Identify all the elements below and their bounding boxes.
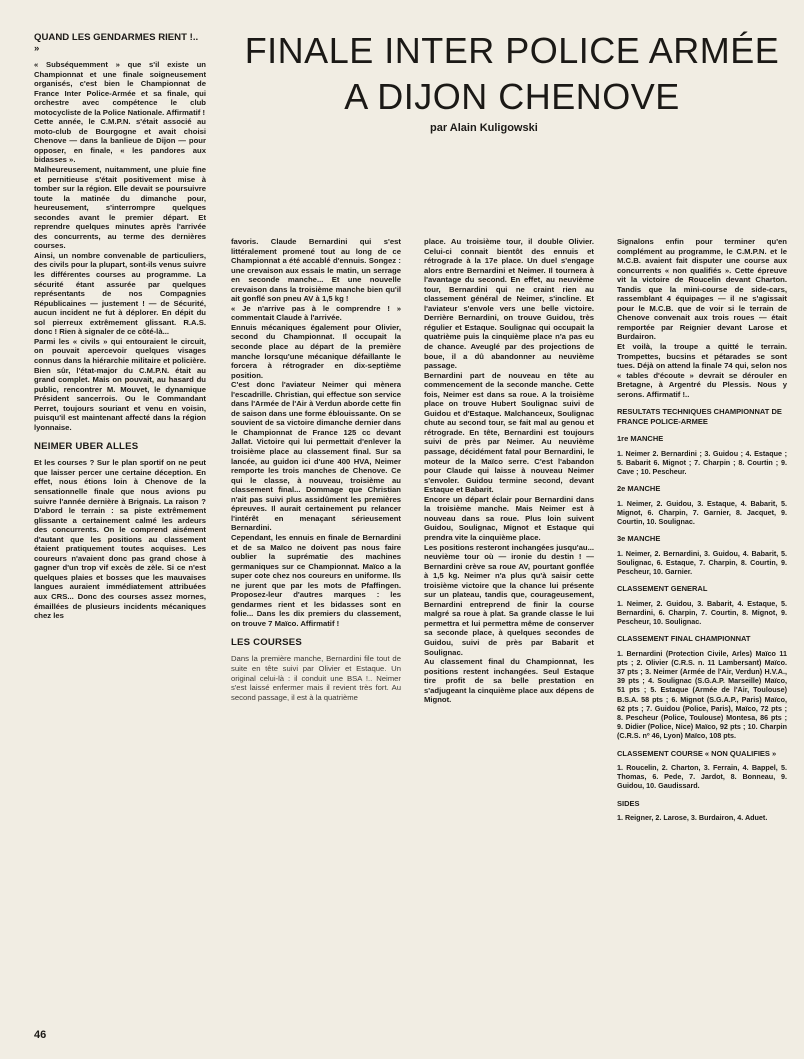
- results-section-text: 1. Neimer 2. Bernardini ; 3. Guidou ; 4. Estaque ; 5. Babarit 6. Mignot ; 7. Charpin ; 8. Courtin ; 9. Cave ; 10. Pescheur.: [617, 448, 787, 476]
- column-1: [34, 32, 206, 1012]
- paragraph: C'est donc l'aviateur Neimer qui mènera l'escadrille. Christian, qui effectue son service dans l'Armée de l'Air à Verdun aborde cette fin de saison dans une forme éblouissante. On se souvient de sa victoire dimanche dernier dans le Championnat de France 125 cc devant Jallat. Victoire qui lui permettait d'enlever la troisième place au classement final. Sur sa lancée, au guidon ici d'une 400 HVA, Neimer remporte les trois manches de Chenove. Ce qui le classe, à nouveau, troisième au classement final... Dommage que Christian n'ait pas suivi plus assidûment les premières épreuves. Il aurait certainement pu relancer l'intérêt en menaçant sérieusement Bernardini.: [231, 380, 401, 533]
- page-number: 46: [34, 1029, 47, 1041]
- results-section-title: 2e MANCHE: [617, 484, 661, 494]
- results-section-text: 1. Neimer, 2. Guidou, 3. Estaque, 4. Babarit, 5. Mignot, 6. Charpin, 7. Garnier, 8. Jacquet, 9. Courtin, 10. Soulignac.: [617, 498, 787, 526]
- results-section-text: 1. Roucelin, 2. Charton, 3. Ferrain, 4. Bappel, 5. Thomas, 6. Pede, 7. Jardot, 8. Bonneau, 9. Guidou, 10. Gaudissard.: [617, 763, 787, 791]
- paragraph: « Je n'arrive pas à le comprendre ! » commentait Claude à l'arrivée.: [231, 303, 401, 323]
- title-line-2: A DIJON CHENOVE: [344, 76, 680, 117]
- results-section-text: 1. Neimer, 2. Guidou, 3. Babarit, 4. Estaque, 5. Bernardini, 6. Charpin, 7. Courtin, 8. Mignot, 9. Pescheur, 10. Soulignac.: [617, 598, 787, 626]
- results-heading: RESULTATS TECHNIQUES CHAMPIONNAT DE FRANCE POLICE-ARMEE: [617, 407, 782, 426]
- results-section-title: 3e MANCHE: [617, 534, 661, 544]
- results-section-title: CLASSEMENT GENERAL: [617, 584, 708, 594]
- section-heading: NEIMER UBER ALLES: [34, 441, 139, 453]
- paragraph: Au classement final du Championnat, les positions restent inchangées. Seul Estaque tire profit de sa belle prestation en s'adjugeant la cinquième place aux dépens de Mignot.: [424, 657, 594, 705]
- paragraph: Parmi les « civils » qui entouraient le circuit, on pouvait apercevoir quelques visages connus dans la hiérarchie militaire et policière. Bien sûr, l'état-major du C.M.P.N. était au grand complet. Mais on pouvait, au hasard du public, rencontrer M. Mouvet, le dynamique Président sancerrois. Ou le Commandant Perret, toujours souriant et venu en voisin, puisqu'il est maintenant affecté dans la région lyonnaise.: [34, 336, 206, 432]
- results-section-text: 1. Neimer, 2. Bernardini, 3. Guidou, 4. Babarit, 5. Soulignac, 6. Estaque, 7. Charpin, 8. Courtin, 9. Pescheur, 10. Garnier.: [617, 548, 787, 576]
- paragraph: Les positions resteront inchangées jusqu'au... neuvième tour où — ironie du destin ! — Bernardini crève sa roue AV, pourtant gonflée à 1,5 kg. Neimer n'a plus qu'à saisir cette troisième victoire que la chance lui présente sur un plateau, tandis que, courageusement, Bernardini entreprend de finir la course malgré sa roue à plat. Sa grande classe le lui permettra et lui permettra même de conserver sa seconde place, à quelques secondes de Guidou, suivi de près par Babarit et Soulignac.: [424, 542, 594, 657]
- paragraph: Bernardini part de nouveau en tête au commencement de la seconde manche. Cette fois, Neimer est dans sa roue. A la troisième place on trouve Hubert Soulignac suivi de Guidou et d'Estaque. Malchanceux, Soulignac chute au second tour, se fait mal au genou et rétrograde. En tête, Bernardini est toujours suivi de près par Neimer. Au neuvième passage, décidément fatal pour Bernardini, le moteur de la Maïco serre. C'est l'abandon pour Claude qui laisse à nouveau Neimer s'envoler. Guidou termine second, devant Estaque et Babarit.: [424, 370, 594, 495]
- paragraph: Ainsi, un nombre convenable de particuliers, des civils pour la plupart, sont-ils venus suivre les différentes courses au programme. La sécurité étant assurée par quelques représentants de nos Compagnies Républicaines — justement ! — de Sécurité, aucun incident ne fut à déplorer. En dépit du sol pierreux extrêmement glissant. R.A.S. donc ! Rien à signaler de ce côté-là...: [34, 250, 206, 337]
- title-line-1: FINALE INTER POLICE ARMÉE: [244, 30, 780, 71]
- paragraph: favoris. Claude Bernardini qui s'est littéralement promené tout au long de ce Championnat a été accablé d'ennuis. Songez : une crevaison aux essais le matin, un serrage en seconde manche... Et une nouvelle crevaison dans la troisième manche bien qu'il ait gonflé son pneu AV à 1,5 kg !: [231, 237, 401, 304]
- column-4: [617, 237, 787, 1037]
- results-section-text: 1. Reigner, 2. Larose, 3. Burdairon, 4. Aduet.: [617, 813, 768, 823]
- paragraph: place. Au troisième tour, il double Olivier. Celui-ci connait bientôt des ennuis et rétrograde à la 17e place. Un duel s'engage alors entre Bernardini et Neimer. Il tournera à l'avantage du second. En effet, au neuvième tour, Bernardini qui ne craint rien au classement général de Neimer, s'incline. Et l'aviateur s'envole vers une belle victoire. Derrière Bernardini, on trouve Guidou, très régulier et Estaque. Soulignac qui occupait la quatrième puis la cinquième place n'a pas eu de chance. Aveuglé par des projections de boue, il a dû abandonner au neuvième passage.: [424, 237, 594, 371]
- results-section-title: CLASSEMENT FINAL CHAMPIONNAT: [617, 634, 751, 644]
- column-1-heading: QUAND LES GENDARMES RIENT !.. »: [34, 32, 199, 54]
- author-byline: par Alain Kuligowski: [430, 122, 538, 134]
- paragraph: Signalons enfin pour terminer qu'en complément au programme, le C.M.P.N. et le M.C.B. avaient fait disputer une course aux concurrents « non qualifiés ». Cette épreuve vit la victoire de Roucelin devant Charton. Tandis que la mini-course de side-cars, rassemblant 4 équipages — il ne s'agissait pour le M.C.B. que de voir si le terrain de Chenove convenait aux trois roues — était remportée par Reignier devant Larose et Burdairon.: [617, 237, 787, 342]
- paragraph: Cependant, les ennuis en finale de Bernardini et de sa Maïco ne doivent pas nous faire oublier la suprématie des machines germaniques sur ce Championnat. Maïco a la super cote chez nos coureurs en uniforme. Ils ne jurent que par les mots de Pfaffingen. Proposez-leur d'autres marques : les gendarmes rient et les bidasses sont en folie... Dans les dix premiers du classement, on trouve 7 Maïco. Affirmatif !: [231, 532, 401, 628]
- column-3: [424, 237, 594, 1037]
- paragraph: Dans la première manche, Bernardini file tout de suite en tête suivi par Olivier et Estaque. Un original celui-là : il conduit une BSA !.. Neimer s'est laissé enfermer mais il revient très fort. Au second passage, il est à la quatrième: [231, 654, 401, 702]
- article-title: [238, 28, 786, 120]
- paragraph: Cette année, le C.M.P.N. s'était associé au moto-club de Bourgogne et avait choisi Chenove — dans la banlieue de Dijon — pour opposer, en finale, « les pandores aux bidasses ».: [34, 117, 206, 165]
- paragraph: Encore un départ éclair pour Bernardini dans la troisième manche. Mais Neimer est à nouveau dans sa roue. Plus loin suivent Guidou, Soulignac, Mignot et Estaque qui prendra vite la cinquième place.: [424, 494, 594, 542]
- results-section-title: CLASSEMENT COURSE « NON QUALIFIES »: [617, 748, 777, 758]
- column-2: [231, 237, 401, 1037]
- paragraph: Et voilà, la troupe a quitté le terrain. Trompettes, bucsins et pétarades se sont tues. Déjà on attend la finale 74 qui, selon nos « tables d'écoute » devrait se dérouler en Bretagne, à Argentré du Plessis. Nous y serons. Affirmatif !..: [617, 342, 787, 399]
- paragraph: « Subséquemment » que s'il existe un Championnat et une finale soigneusement organisés, c'est bien le Championnat de France Inter Police-Armée et sa finale, qui orchestre avec compétence le club motocycliste de la Police Nationale. Affirmatif !: [34, 60, 206, 117]
- results-section-title: 1re MANCHE: [617, 434, 664, 444]
- results-section-title: SIDES: [617, 798, 640, 808]
- paragraph: Malheureusement, nuitamment, une pluie fine et pernitieuse s'était positivement mise à tomber sur la région. Elle devait se poursuivre toute la matinée du dimanche pour, heureusement, s'interrompre quelques secondes avant le premier départ. Et reprendre quelques minutes après l'arrivée des concurrents, au terme des dernières courses.: [34, 165, 206, 251]
- paragraph: Et les courses ? Sur le plan sportif on ne peut que laisser percer une certaine déception. En effet, nous étions loin à Chenove de la sensationnelle finale que nous avions pu suivre l'année dernière à Brignais. La raison ? D'abord le terrain : sa piste extrêmement glissante a certainement calmé les ardeurs des concurrents. On le comprend aisément d'autant que les positions au classement étaient pratiquement toutes acquises. Les coureurs n'avaient donc pas grand chose à gagner d'un trop vif excès de zèle. Si ce n'est quelques plaies et bosses que les mauvaises langues auraient immédiatement attribuées aux CRS... Donc des courses assez mornes, émaillées de plusieurs incidents mécaniques chez les: [34, 458, 206, 621]
- section-heading: LES COURSES: [231, 637, 302, 649]
- paragraph: Ennuis mécaniques également pour Olivier, second du Championnat. Il occupait la seconde place au départ de la première manche lorsqu'une mécanique défaillante le forcera à rétrograder en dix-septième position.: [231, 322, 401, 380]
- results-section-text: 1. Bernardini (Protection Civile, Arles) Maïco 11 pts ; 2. Olivier (C.R.S. n. 11 Lambersant) Maïco. 37 pts ; 3. Neimer (Armée de l'Air, Verdun) H.V.A., 39 pts ; 4. Soulignac (S.G.A.P. Marseille) Maïco, 51 pts ; 5. Estaque (Armée de l'Air, Toulouse) B.S.A. 58 pts ; 6. Mignot (S.G.A.P., Paris) Maïco, 62 pts ; 7. Guidou (Police, Paris), Maïco, 72 pts ; 8. Pescheur (Police, Toulouse) Montesa, 86 pts ; 9. Didier (Police, Nice) Maïco, 92 pts ; 10. Charpin (C.R.S. nº 46, Lyon) Maïco, 108 pts.: [617, 648, 787, 741]
